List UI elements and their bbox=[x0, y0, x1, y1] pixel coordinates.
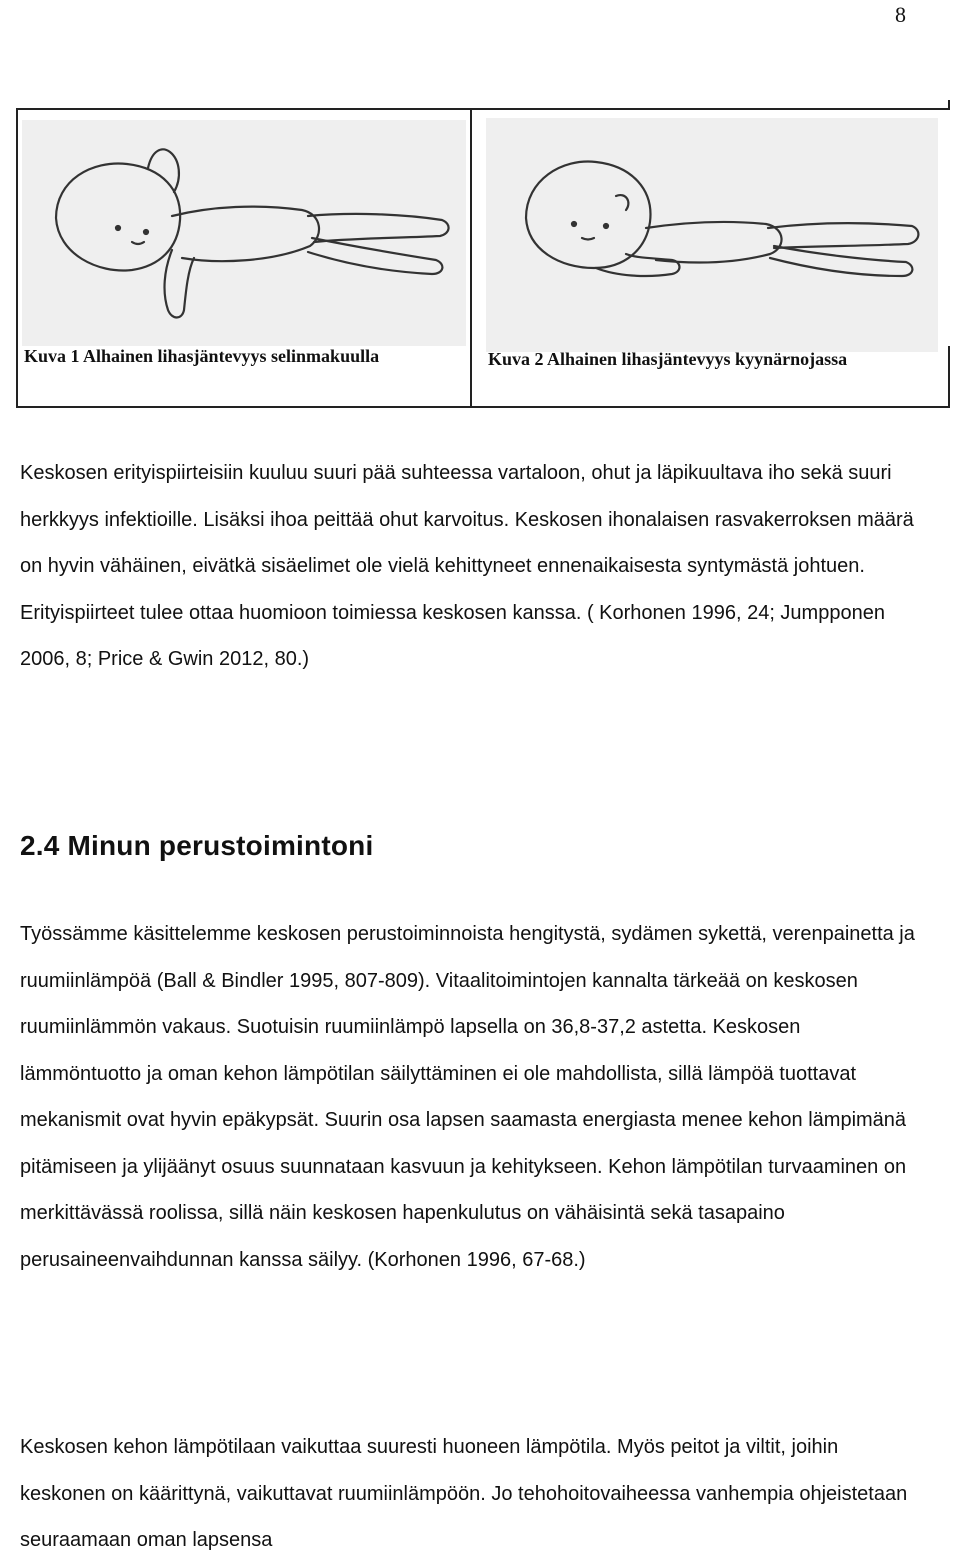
figure-1-caption: Kuva 1 Alhainen lihasjäntevyys selinmakuulla bbox=[24, 346, 380, 366]
paragraph-3-text: Keskosen kehon lämpötilaan vaikuttaa suuresti huoneen lämpötila. Myös peitot ja viltit, joihin keskonen on käärittynä, vaikuttavat ruumiinlämpöön. Jo tehohoitovaiheessa vanhempia ohjeistetaan seuraamaan oman lapsensa bbox=[20, 1436, 908, 1551]
infant-supine-drawing-icon bbox=[22, 120, 466, 346]
page-number: 8 bbox=[895, 2, 906, 27]
figure-cell-1 bbox=[18, 110, 472, 406]
paragraph-1-text: Keskosen erityispiirteisiin kuuluu suuri pää suhteessa vartaloon, ohut ja läpikuultava iho sekä suuri herkkyys infektioille. Lisäksi ihoa peittää ohut karvoitus. Keskosen ihonalaisen rasvakerroksen määrä on hyvin vähäinen, eivätkä sisäelimet ole vielä kehittyneet ennenaikaisesta syntymästä johtuen. Erityispiirteet tulee ottaa huomioon toimiessa keskosen kanssa. ( Korhonen 1996, 24; Jumpponen 2006, 8; Price & Gwin 2012, 80.) bbox=[20, 462, 914, 670]
figure-table bbox=[16, 108, 948, 408]
figure-cell-2 bbox=[472, 110, 948, 406]
section-heading: 2.4 Minun perustoimintoni bbox=[20, 830, 374, 861]
paragraph-3 bbox=[20, 1424, 920, 1564]
paragraph-2 bbox=[20, 911, 920, 1283]
infant-prone-drawing-icon bbox=[486, 118, 938, 352]
paragraph-2-text: Työssämme käsittelemme keskosen perustoiminnoista hengitystä, sydämen sykettä, verenpainetta ja ruumiinlämpöä (Ball & Bindler 1995, 807-809). Vitaalitoimintojen kannalta tärkeää on keskosen ruumiinlämmön vakaus. Suotuisin ruumiinlämpö lapsella on 36,8-37,2 astetta. Keskosen lämmöntuotto ja oman kehon lämpötilan säilyttäminen ei ole mahdollista, sillä lämpöä tuottavat mekanismit ovat hyvin epäkypsät. Suurin osa lapsen saamasta energiasta menee kehon lämpimänä pitämiseen ja ylijäänyt osuus suunnataan kasvuun ja kehitykseen. Kehon lämpötilan turvaaminen on merkittävässä roolissa, sillä näin keskosen hapenkulutus on vähäisintä sekä tasapaino perusaineenvaihdunnan kanssa säilyy. (Korhonen 1996, 67-68.) bbox=[20, 923, 915, 1271]
figure-2-caption: Kuva 2 Alhainen lihasjäntevyys kyynärnojassa bbox=[488, 349, 848, 369]
paragraph-1 bbox=[20, 450, 920, 683]
